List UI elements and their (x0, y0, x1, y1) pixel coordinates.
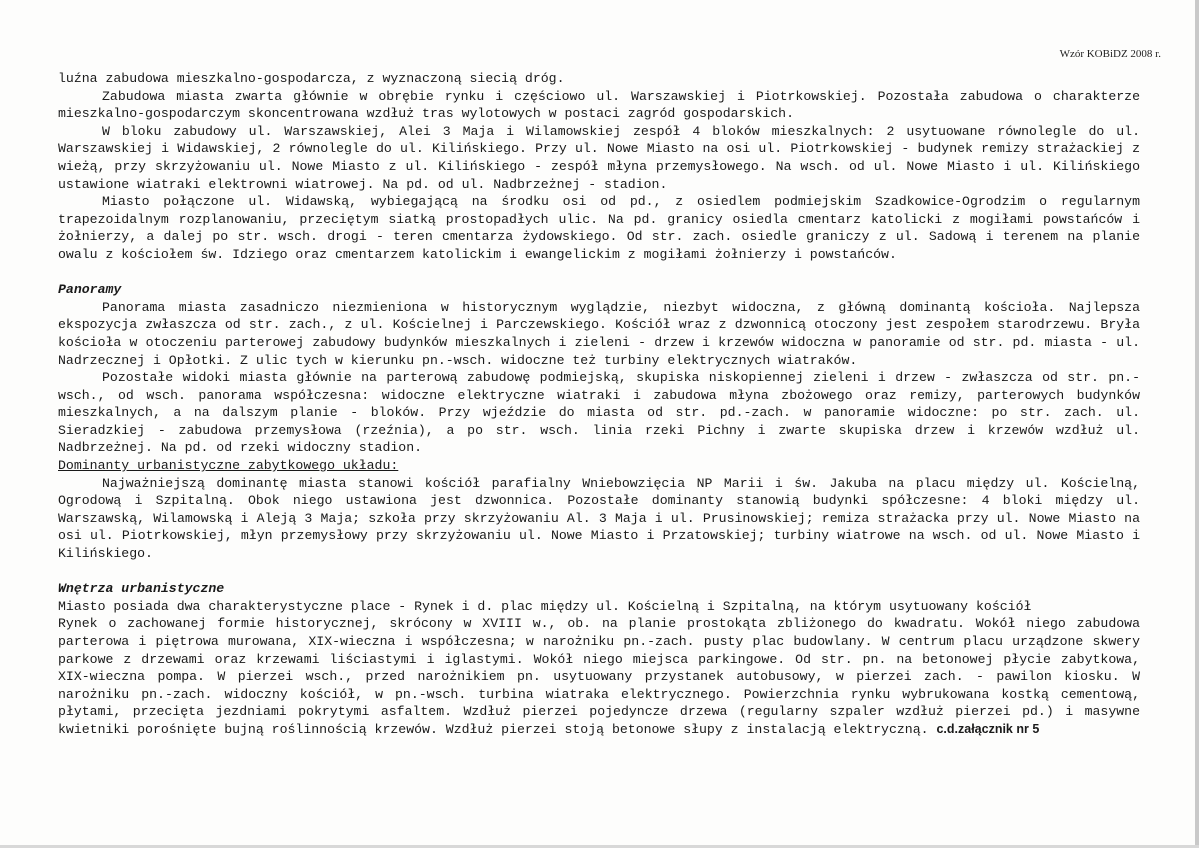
spacer (58, 264, 1140, 282)
paragraph-panorama-1: Panorama miasta zasadniczo niezmieniona w historycznym wyglądzie, niezbyt widoczna, z główną dominantą kościoła. Najlepsza ekspozycja zwłaszcza od str. zach., z ul. Kościelnej i Parczewskiego. Kościół wraz z dzwonnicą otoczony jest zespołem starodrzewu. Bryła kościoła w otoczeniu parterowej zabudowy budynków mieszkalnych i zieleni - drzew i krzewów widoczna w panoramie od str. pd. miasta - ul. Nadrzecznej i Opłotki. Z ulic tych w kierunku pn.-wsch. widoczne też turbiny elektrycznych wiatraków. (58, 299, 1140, 368)
paragraph-place: Miasto posiada dwa charakterystyczne place - Rynek i d. plac między ul. Kościelną i Szpitalną, na którym usytuowany kościół (58, 598, 1032, 614)
spacer (58, 563, 1140, 581)
paragraph-rynek (58, 615, 1140, 738)
form-label: Wzór KOBiDZ 2008 r. (1059, 48, 1161, 60)
paragraph-bloki: W bloku zabudowy ul. Warszawskiej, Alei 3 Maja i Wilamowskiej zespół 4 bloków mieszkalnych: 2 usytuowane równolegle do ul. Warszawskiej i Widawskiej, 2 równolegle do ul. Kilińskiego. Przy ul. Nowe Miasto na osi ul. Piotrkowskiej - budynek remizy strażackiej z wieżą, przy skrzyżowaniu ul. Nowe Miasto z ul. Kilińskiego - zespół młyna przemysłowego. Na wsch. od ul. Nowe Miasto i ul. Kilińskiego ustawione wiatraki elektrowni wiatrowej. Na pd. od ul. Nadbrzeżnej - stadion. (58, 123, 1140, 192)
paragraph-dominanty: Najważniejszą dominantę miasta stanowi kościół parafialny Wniebowzięcia NP Marii i św. Jakuba na placu między ul. Kościelną, Ogrodową i Szpitalną. Obok niego ustawiona jest dzwonnica. Pozostałe dominanty stanowią budynki spółczesne: 4 bloki między ul. Warszawską, Wilamowską i Aleją 3 Maja; szkoła przy skrzyżowaniu Al. 3 Maja i ul. Prusinowskiej; remiza strażacka przy ul. Nowe Miasto na osi ul. Piotrkowskiej, młyn przemysłowy przy skrzyżowaniu ul. Nowe Miasto i Przatowskiej; turbiny wiatrowe na wsch. od ul. Nowe Miasto i Kilińskiego. (58, 475, 1140, 562)
document-body (58, 70, 1140, 739)
heading-panoramy: Panoramy (58, 282, 122, 298)
continuation-note: c.d.załącznik nr 5 (936, 721, 1040, 736)
paragraph-panorama-2: Pozostałe widoki miasta głównie na parterową zabudowę podmiejską, skupiska niskopiennej zieleni i drzew - zwłaszcza od str. pn.-wsch., od wsch. panorama współczesna: widoczne elektryczne wiatraki i zabudowa młyna zbożowego oraz remizy, parterowych budynków mieszkalnych, a na dalszym planie - bloków. Przy wjeździe do miasta od str. pd.-zach. w panoramie widoczne: po str. zach. ul. Sieradzkiej - zabudowa przemysłowa (rzeźnia), a po str. wsch. linia rzeki Pichny i zwarte skupiska drzew i krzewów wzdłuż ul. Nadbrzeżnej. Na pd. od rzeki widoczny stadion. (58, 370, 1140, 456)
rynek-text: Rynek o zachowanej formie historycznej, skrócony w XVIII w., ob. na planie prostokąta zbliżonego do kwadratu. Wokół niego zabudowa parterowa i piętrowa murowana, XIX-wieczna i współczesna; w narożniku pn.-zach. pusty plac budowlany. W centrum placu urządzone skwery parkowe z drzewami oraz krzewami liściastymi i iglastymi. Wokół niego miejsca parkingowe. Od str. pn. na betonowej płycie zabytkowa, XIX-wieczna pompa. W pierzei wsch., przed narożnikiem pn. usytuowany przystanek autobusowy, w pierzei zach. - pawilon kiosku. W narożniku pn.-zach. widoczny kościół, w pn.-wsch. turbina wiatraka elektrycznego. Powierzchnia rynku wybrukowana kostką cementową, płytami, przecięta jezdniami pokrytymi asfaltem. Wzdłuż pierzei pojedyncze drzewa (regularny szpaler wzdłuż pierzei pd.) i masywne kwietniki porośnięte bujną roślinnością krzewów. Wzdłuż pierzei stoją betonowe słupy z instalacją elektryczną. (58, 616, 1140, 737)
scan-edge (1195, 0, 1199, 848)
heading-dominanty: Dominanty urbanistyczne zabytkowego układu: (58, 458, 399, 474)
paragraph-osiedle: Miasto połączone ul. Widawską, wybiegającą na środku osi od pd., z osiedlem podmiejskim Szadkowice-Ogrodzim o regularnym trapezoidalnym rozplanowaniu, przeciętym siatką prostopadłych ulic. Na pd. granicy osiedla cmentarz katolicki z mogiłami powstańców i żołnierzy, a dalej po str. wsch. drogi - teren cmentarza żydowskiego. Od str. zach. osiedle graniczy z ul. Sadową i terenem na planie owalu z kościołem św. Idziego oraz cmentarzem katolickim i ewangelickim z mogiłami żołnierzy i powstańców. (58, 194, 1140, 262)
continuation-line: luźna zabudowa mieszkalno-gospodarcza, z wyznaczoną siecią dróg. (58, 71, 565, 86)
paragraph-zabudowa: Zabudowa miasta zwarta głównie w obrębie rynku i częściowo ul. Warszawskiej i Piotrkowskiej. Pozostała zabudowa o charakterze mieszkalno-gospodarczym skoncentrowana wzdłuż tras wylotowych w postaci zagród gospodarskich. (58, 88, 1140, 122)
heading-wnetrza: Wnętrza urbanistyczne (58, 581, 225, 597)
